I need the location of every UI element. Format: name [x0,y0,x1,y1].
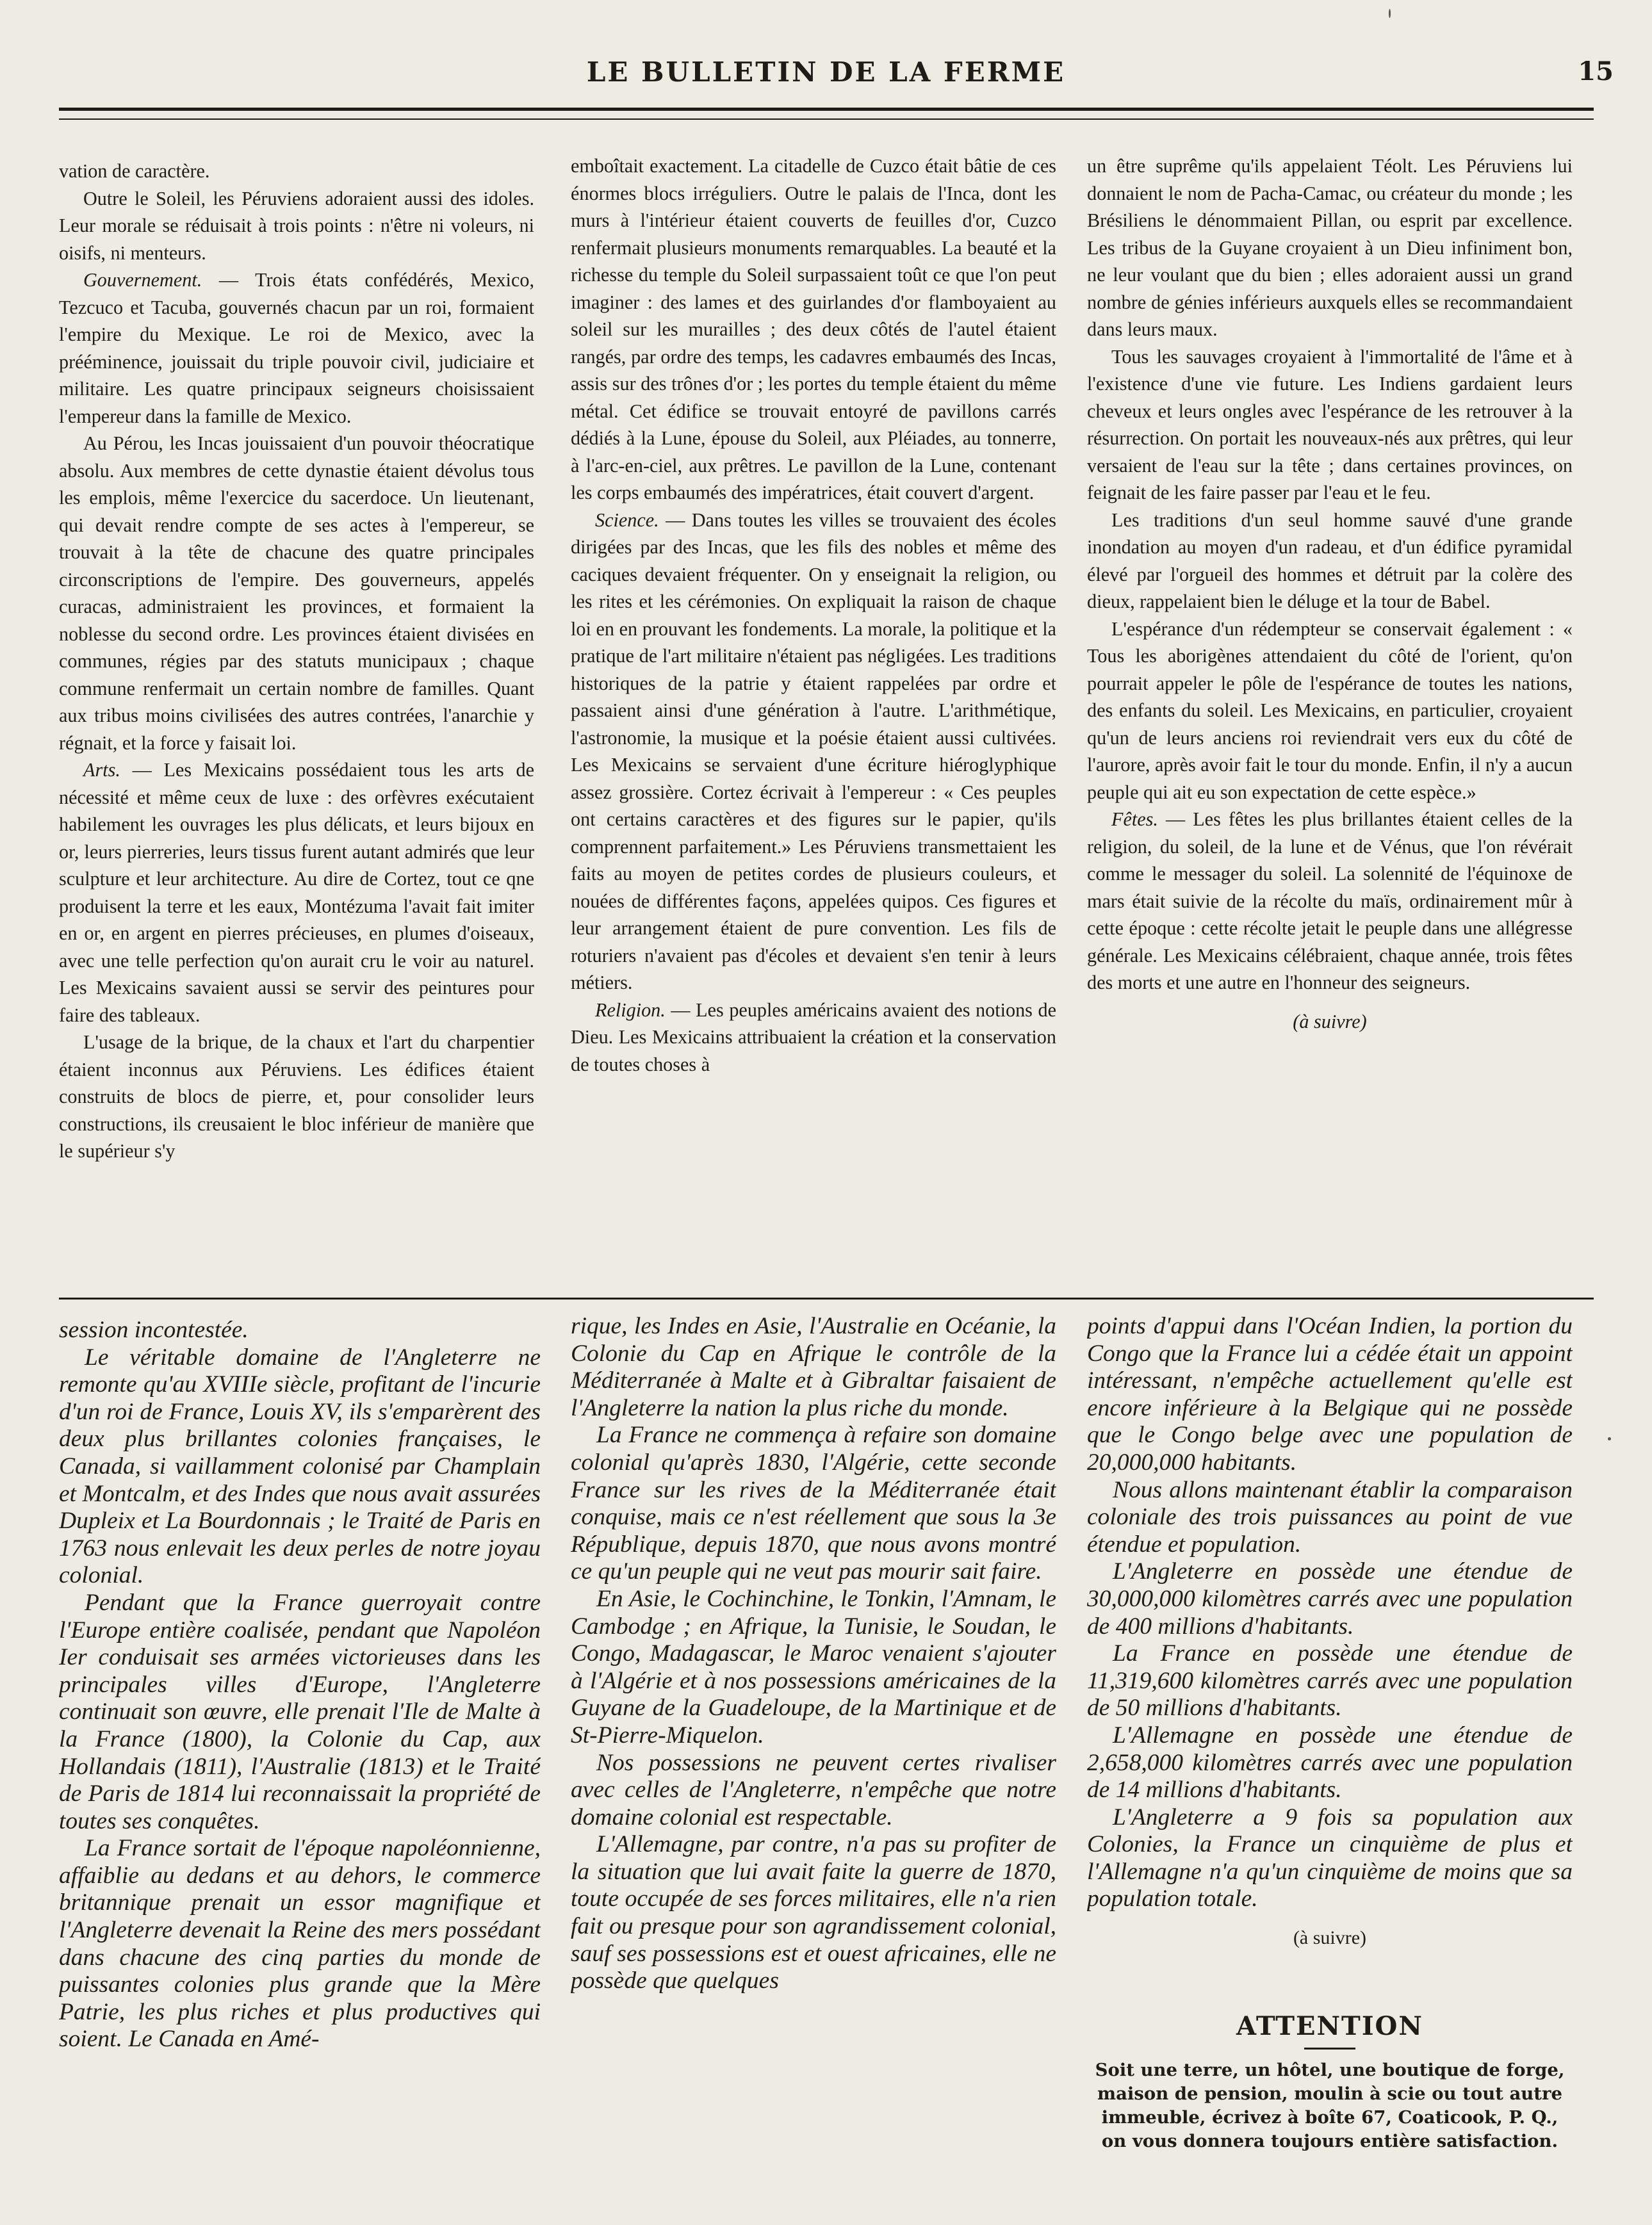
paragraph-text: Nos possessions ne peuvent certes rivaliser avec celles de l'Angleterre, n'empêche que notre domaine colonial est respectable. [571,1749,1056,1830]
paragraph [1087,615,1573,806]
to-be-continued: (à suivre) [1293,1927,1367,1949]
paragraph [1087,343,1573,507]
paragraph-text: La France en possède une étendue de 11,319,600 kilomètres carrés avec une population de 50 millions d'habitants. [1087,1640,1573,1722]
paragraph [571,1831,1056,1995]
notice-body: Soit une terre, un hôtel, une boutique de forge, maison de pension, moulin à scie ou tout autre immeuble, écrivez à boîte 67, Coaticook, P. Q., on vous donnera toujours entière satisfaction. [1095,2060,1565,2151]
paragraph [1087,806,1573,997]
paragraph [1087,1640,1573,1722]
paragraph-text: L'Angleterre en possède une étendue de 30,000,000 kilomètres carrés avec une population de 400 millions d'habitants. [1087,1558,1573,1640]
paragraph-text: Tous les sauvages croyaient à l'immortalité de l'âme et à l'existence d'une vie future. Les Indiens gardaient leurs cheveux et leurs ongles avec l'espérance de les retrouver à la résurrection. On portait les nouveaux-nés aux prêtres, qui leur versaient de l'eau sur la tête ; dans certaines provinces, on feignait de les faire passer par l'eau et le feu. [1087,345,1573,503]
paragraph [571,507,1056,997]
paragraph [571,997,1056,1079]
section-label: Gouvernement. [83,269,202,291]
paragraph-text: points d'appui dans l'Océan Indien, la portion du Congo que la France lui a cédée était un appoint intéressant, n'empêche actuellement qu'elle est encore inférieure à la Belgique qui ne possède que le Congo belge avec une population de 20,000,000 habitants. [1087,1313,1573,1476]
paragraph-text: — Les peuples américains avaient des notions de Dieu. Les Mexicains attribuaient la création et la conservation de toutes choses à [571,998,1056,1075]
paragraph [59,1317,541,1344]
upper-article-column-1 [59,158,534,1291]
paragraph [571,1750,1056,1832]
paragraph-text: L'Allemagne en possède une étendue de 2,658,000 kilomètres carrés avec une population de 14 millions d'habitants. [1087,1722,1573,1804]
paragraph [59,1029,534,1165]
paragraph-text: vation de caractère. [59,160,210,182]
ink-speck [1389,9,1391,18]
to-be-continued: (à suivre) [1293,1010,1367,1032]
advertisement-notice [1087,2011,1573,2153]
lower-article-column-1 [59,1317,541,2213]
notice-title: ATTENTION [1236,2011,1423,2041]
paragraph-text: L'Angleterre a 9 fois sa population aux Colonies, la France un cinquième de plus et l'Allemagne n'a qu'un cinquième de moins que sa population totale. [1087,1804,1573,1912]
paragraph-text: Au Pérou, les Incas jouissaient d'un pouvoir théocratique absolu. Aux membres de cette dynastie étaient dévolus tous les emplois, même l'exercice du sacerdoce. Un lieutenant, qui devait rendre compte de ses actes à l'empereur, se trouvait à la tête de chacune des quatre principales circonscriptions de l'empire. Des gouverneurs, appelés curacas, administraient les provinces, et formaient la noblesse du second ordre. Les provinces étaient divisées en communes, régies par des statuts municipaux ; chaque commune renfermait un certain nombre de familles. Quant aux tribus moins civilisées des autres contrées, l'anarchie y régnait, et la force y faisait loi. [59,432,534,754]
paragraph [571,1313,1056,1422]
paragraph [571,1586,1056,1750]
ink-speck [1608,1437,1611,1440]
page-number: 15 [1578,56,1614,86]
paragraph-text: — Les fêtes les plus brillantes étaient celles de la religion, du soleil, de la lune et de Vénus, que l'on révérait comme le messager du soleil. La solennité de l'équinoxe de mars était suivie de la récolte du maïs, ordinairement mûr à cette époque : cette récolte jetait le peuple dans une allégresse générale. Les Mexicains célébraient, chaque année, trois fêtes des morts et une autre en l'honneur des seigneurs. [1087,808,1573,993]
paragraph-text: emboîtait exactement. La citadelle de Cuzco était bâtie de ces énormes blocs irréguliers. Outre le palais de l'Inca, dont les murs à l'intérieur étaient couverts de feuilles d'or, Cuzco renfermait plusieurs monuments remarquables. La beauté et la richesse du temple du Soleil surpassaient toût ce que l'on peut imaginer : des lames et des guirlandes d'or flamboyaient au soleil sur les murailles ; des deux côtés de l'autel étaient rangés, par ordre des temps, les cadavres embaumés des Incas, assis sur des trônes d'or ; les portes du temple étaient du même métal. Cet édifice se trouvait entoyré de pavillons carrés dédiés à la Lune, épouse du Soleil, aux Pléiades, au tonnerre, à l'arc-en-ciel, aux prêtres. Le pavillon de la Lune, contenant les corps embaumés des impératrices, était couvert d'argent. [571,155,1056,503]
paragraph [59,266,534,430]
section-label: Arts. [83,759,120,781]
paragraph-text: La France ne commença à refaire son domaine colonial qu'après 1830, l'Algérie, cette seconde France sur les rives de la Méditerranée était conquise, mais ce n'est réellement que sous la 3e République, depuis 1870, que nous avons montré ce qu'un peuple qui ne veut pas mourir sait faire. [571,1422,1056,1585]
paragraph-text: Les traditions d'un seul homme sauvé d'une grande inondation au moyen d'un radeau, et d'un édifice pyramidal élevé par l'orgueil des hommes et détruit par la colère des dieux, rappelaient bien le déluge et la tour de Babel. [1087,509,1573,612]
paragraph-text: session incontestée. [59,1317,249,1343]
upper-article-column-2 [571,152,1056,1286]
paragraph [59,1344,541,1590]
section-label: Religion. [595,998,666,1021]
article-divider [59,1298,1594,1300]
paragraph [1087,1804,1573,1913]
lower-article-column-2 [571,1313,1056,2210]
paragraph [59,430,534,756]
paragraph-text: La France sortait de l'époque napoléonnienne, affaiblie au dedans et au dehors, le commerce britannique prenait un essor magnifique et l'Angleterre devenait la Reine des mers possédant dans chacune des cinq parties du monde de puissantes colonies plus grande que la Mère Patrie, les plus riches et plus productives qui soient. Le Canada en Amé- [59,1835,541,2053]
paragraph-text: L'Allemagne, par contre, n'a pas su profiter de la situation que lui avait faite la guerre de 1870, toute occupée de ses forces militaires, elle n'a rien fait ou presque pour son agrandissement colonial, sauf ses possessions est et ouest africaines, elle ne possède que quelques [571,1831,1056,1994]
paragraph [59,185,534,267]
paragraph-text: En Asie, le Cochinchine, le Tonkin, l'Amnam, le Cambodge ; en Afrique, la Tunisie, le Soudan, le Congo, Madagascar, le Maroc venaient s'ajouter à l'Algérie et à nos possessions américaines de la Guyane de la Guadeloupe, de la Martinique et de St-Pierre-Miquelon. [571,1585,1056,1748]
section-label: Science. [595,509,659,531]
paragraph [571,152,1056,507]
paragraph-text: — Dans toutes les villes se trouvaient des écoles dirigées par des Incas, que les fils des nobles et même des caciques devaient fréquenter. On y enseignait la religion, ou les rites et les cérémonies. On expliquait la raison de chaque loi en en prouvant les fondements. La morale, la politique et la pratique de l'art militaire n'étaient pas négligées. Les traditions historiques de la patrie y étaient rappelées par ordre et passaient ainsi d'une génération à l'autre. L'arithmétique, l'astronomie, la musique et la poésie étaient aussi cultivées. Les Mexicains se servaient d'une écriture hiéroglyphique assez grossière. Cortez écrivait à l'empereur : « Ces peuples ont certains caractères et des figures sur le papier, qu'ils comprennent parfaitement.» Les Péruviens transmettaient les faits au moyen de petites cordes de plusieurs couleurs, et nouées de différentes façons, appelées quipos. Ces figures et leur arrangement étaient de pure convention. Les fils de roturiers n'avaient pas d'écoles et devaient s'en tenir à leurs métiers. [571,509,1056,993]
paragraph-text: — Les Mexicains possédaient tous les arts de nécessité et même ceux de luxe : des orfèvres exécutaient habilement les ouvrages les plus délicats, et leurs bijoux en or, leurs pierreries, leurs tissus furent autant admirés que leur sculpture et leur architecture. Au dire de Cortez, tout ce qne produisent la terre et les eaux, Montézuma l'avait fait imiter en or, en argent en pierres précieuses, en plumes d'oiseaux, avec une telle perfection qu'on aurait cru le voir au naturel. Les Mexicains savaient aussi se servir des peintures pour faire des tableaux. [59,759,534,1026]
paragraph-text: — Trois états confédérés, Mexico, Tezcuco et Tacuba, gouvernés chacun par un roi, formaient l'empire du Mexique. Le roi de Mexico, avec la prééminence, jouissait du triple pouvoir civil, judiciaire et militaire. Les quatre principaux seigneurs choisissaient l'empereur dans la famille de Mexico. [59,269,534,427]
paragraph-text: Pendant que la France guerroyait contre l'Europe entière coalisée, pendant que Napoléon Ier conduisait ses armées victorieuses dans les principales villes d'Europe, l'Angleterre continuait son œuvre, elle prenait l'Ile de Malte à la France (1800), la Colonie du Cap, aux Hollandais (1811), l'Australie (1813) et le Traité de Paris de 1814 lui reconnaissait la propriété de toutes ses conquêtes. [59,1589,541,1834]
header-rule [59,108,1594,120]
paragraph-text: Le véritable domaine de l'Angleterre ne remonte qu'au XVIIIe siècle, profitant de l'incurie d'un roi de France, Louis XV, ils s'emparèrent des deux plus brillantes colonies françaises, le Canada, si vaillamment colonisé par Champlain et Montcalm, et des Indes que nous avait assurées Dupleix et La Bourdonnais ; le Traité de Paris en 1763 nous enlevait les deux perles de notre joyau colonial. [59,1344,541,1589]
paragraph-text: L'espérance d'un rédempteur se conservait également : « Tous les aborigènes attendaient du côté de l'orient, qu'on pourrait appeler le pôle de l'espérance de toutes les nations, des enfants du soleil. Les Mexicains, en particulier, croyaient qu'un de leurs anciens roi reviendrait vers eux du côté de l'aurore, après avoir fait le tour du monde. Enfin, il n'y a aucun peuple qui ait eu son expectation de cette espèce.» [1087,617,1573,803]
lower-article-column-3 [1087,1313,1573,1992]
paragraph [1087,152,1573,343]
paragraph [1087,1722,1573,1804]
paragraph [1087,1477,1573,1559]
paragraph-text: Nous allons maintenant établir la comparaison coloniale des trois puissances au point de vue étendue et population. [1087,1476,1573,1558]
paragraph [59,1835,541,2053]
paragraph-text: L'usage de la brique, de la chaux et l'art du charpentier étaient inconnus aux Péruviens. Les édifices étaient construits de blocs de pierre, et, pour consolider leurs constructions, ils creusaient le bloc inférieur de manière que le supérieur s'y [59,1031,534,1162]
running-title: LE BULLETIN DE LA FERME [586,56,1066,88]
paragraph [59,756,534,1029]
paragraph-text: Outre le Soleil, les Péruviens adoraient aussi des idoles. Leur morale se réduisait à trois points : n'être ni voleurs, ni oisifs, ni menteurs. [59,187,534,264]
upper-article-column-3 [1087,152,1573,1286]
section-label: Fêtes. [1111,808,1158,830]
paragraph [59,158,534,185]
paragraph-text: un être suprême qu'ils appelaient Téolt. Les Péruviens lui donnaient le nom de Pacha-Camac, ou créateur du monde ; les Brésiliens le dénommaient Pillan, ou esprit par excellence. Les tribus de la Guyane croyaient à un Dieu infiniment bon, ne leur voulant que du bien ; elles adoraient aussi un grand nombre de génies inférieurs auxquels elles se recommandaient dans leurs maux. [1087,155,1573,340]
paragraph [1087,507,1573,615]
paragraph [1087,1558,1573,1640]
paragraph [571,1422,1056,1586]
paragraph [59,1590,541,1835]
paragraph-text: rique, les Indes en Asie, l'Australie en Océanie, la Colonie du Cap en Afrique le contrôle de la Méditerranée à Malte et à Gibraltar faisaient de l'Angleterre la nation la plus riche du monde. [571,1313,1056,1421]
notice-rule [1304,2048,1355,2050]
paragraph [1087,1313,1573,1477]
